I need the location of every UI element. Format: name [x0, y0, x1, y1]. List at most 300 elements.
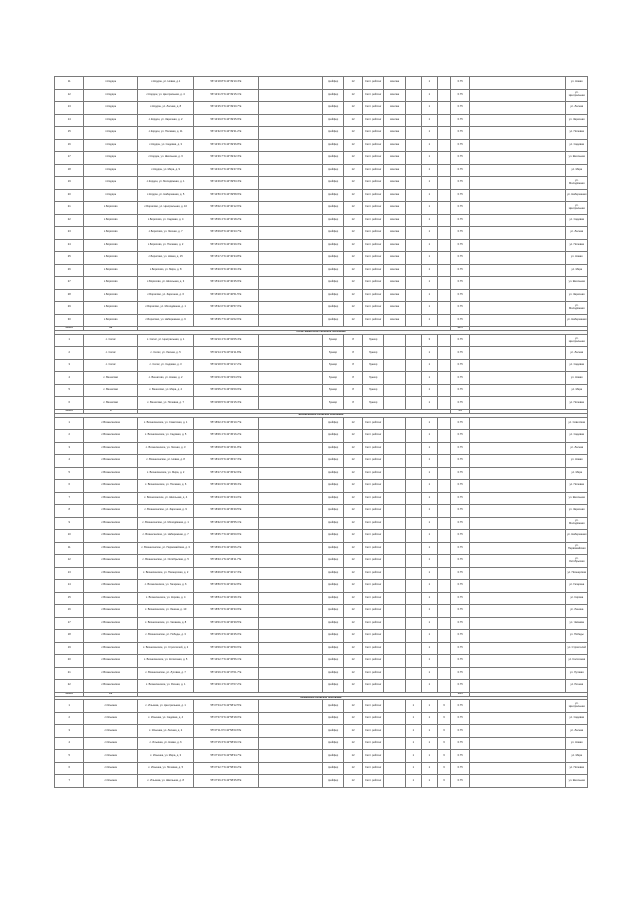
container-type-cell: грейфер [322, 750, 343, 763]
status-cell [384, 359, 405, 372]
count-a-cell [405, 114, 421, 127]
locality-cell: с.Вознесенское [84, 480, 138, 493]
value-cell: 0.75 [451, 455, 470, 468]
count-a-cell [405, 214, 421, 227]
locality-cell: с.Ильинка [84, 712, 138, 725]
count-a-cell [405, 89, 421, 102]
coordinates-cell: 56°15'13.5"N 44°40'29.3"E [194, 239, 258, 252]
value-cell: 0.75 [451, 277, 470, 290]
notes-cell [470, 617, 566, 630]
container-type-cell: грейфер [322, 227, 343, 240]
locality-cell: с. Вешатово [84, 384, 138, 397]
locality-cell: с.Вознесенское [84, 492, 138, 505]
row-number: 30 [55, 314, 84, 327]
row-number: 19 [55, 177, 84, 190]
coordinates-cell: 55°27'15.3"N 42°58'29.1"E [194, 737, 258, 750]
count-b-cell: 1 [421, 177, 437, 190]
count-a-cell [405, 227, 421, 240]
count-a-cell: 1 [405, 712, 421, 725]
count-c-cell [437, 530, 450, 543]
value-cell: 0.75 [451, 737, 470, 750]
coordinates-cell: 55°43'05.2"N 43°33'09.9"E [194, 384, 258, 397]
notes-cell [470, 189, 566, 202]
status-cell [384, 737, 405, 750]
blank-cell [258, 605, 322, 618]
count-a-cell [405, 189, 421, 202]
count-c-cell [437, 277, 450, 290]
blank-cell [258, 775, 322, 788]
address-cell: с.Кордон, ул. Мира, д. 9 [138, 164, 194, 177]
blank-cell [258, 397, 322, 410]
count-a-cell [405, 580, 421, 593]
street-cell: ул. Кирова [566, 592, 588, 605]
street-cell: ул. Заречная [566, 114, 588, 127]
coordinates-cell: 55°27'22.7"N 42°58'40.2"E [194, 762, 258, 775]
address-cell: с.Борисово, ул. Заречная, д. 6 [138, 289, 194, 302]
count-c-cell [437, 397, 450, 410]
status-cell [384, 334, 405, 347]
system-cell: Септ. рейтинг [362, 455, 383, 468]
status-cell [384, 762, 405, 775]
value-cell: 0.75 [451, 77, 470, 90]
volume-cell: 8 [344, 359, 363, 372]
count-c-cell [437, 202, 450, 215]
table-row [55, 505, 588, 518]
count-c-cell [437, 227, 450, 240]
status-cell: монтаж [384, 314, 405, 327]
count-c-cell: 6 [437, 725, 450, 738]
notes-cell [470, 725, 566, 738]
coordinates-cell: 56°14'32.6"N 44°39'31.2"E [194, 127, 258, 140]
count-b-cell: 1 [421, 480, 437, 493]
volume-cell: 12 [344, 277, 363, 290]
container-type-cell: грейфер [322, 430, 343, 443]
row-number: 5 [55, 384, 84, 397]
volume-cell: 12 [344, 775, 363, 788]
container-type-cell: грейфер [322, 189, 343, 202]
value-cell: 0.75 [451, 762, 470, 775]
row-number: 25 [55, 252, 84, 265]
row-number: 1 [55, 334, 84, 347]
system-cell: Септ. рейтинг [362, 442, 383, 455]
row-number: 13 [55, 567, 84, 580]
notes-cell [470, 680, 566, 693]
count-b-cell: 1 [421, 264, 437, 277]
blank-cell [258, 359, 322, 372]
system-cell: Септ. рейтинг [362, 700, 383, 713]
system-cell: бункер [362, 384, 383, 397]
street-cell: ул. Мира [566, 164, 588, 177]
locality-cell: п.Кордон [84, 77, 138, 90]
blank-cell [258, 542, 322, 555]
total-count: 6 [84, 409, 138, 413]
system-cell: Септ. рейтинг [362, 592, 383, 605]
notes-cell [470, 775, 566, 788]
count-c-cell [437, 667, 450, 680]
count-b-cell: 1 [421, 630, 437, 643]
status-cell: монтаж [384, 127, 405, 140]
volume-cell: 12 [344, 442, 363, 455]
value-cell: 0.75 [451, 725, 470, 738]
table-row [55, 177, 588, 190]
system-cell: Септ. рейтинг [362, 430, 383, 443]
street-cell: ул. Молодёжная [566, 177, 588, 190]
count-b-cell: 1 [421, 202, 437, 215]
row-number: 2 [55, 430, 84, 443]
street-cell: ул. Набережная [566, 530, 588, 543]
address-cell: с. Вознесенское, ул. Пионерская, д. 2 [138, 567, 194, 580]
notes-cell [470, 152, 566, 165]
value-cell: 0.75 [451, 214, 470, 227]
total-label: Итого [55, 692, 84, 696]
notes-cell [470, 252, 566, 265]
system-cell: Септ. рейтинг [362, 680, 383, 693]
notes-cell [470, 555, 566, 568]
container-type-cell: грейфер [322, 592, 343, 605]
container-type-cell: грейфер [322, 700, 343, 713]
system-cell: Септ. рейтинг [362, 139, 383, 152]
coordinates-cell: 55°18'06.1"N 42°45'16.2"E [194, 430, 258, 443]
coordinates-cell: 55°18'39.4"N 42°46'06.2"E [194, 542, 258, 555]
count-a-cell [405, 164, 421, 177]
coordinates-cell: 56°14'50.3"N 44°39'58.9"E [194, 189, 258, 202]
street-cell: ул. Садовая [566, 712, 588, 725]
locality-cell: с.Вознесенское [84, 655, 138, 668]
table-row [55, 605, 588, 618]
notes-cell [470, 227, 566, 240]
address-cell: с. Вознесенское, ул. Ленина, д. 10 [138, 605, 194, 618]
address-cell: с. Ильинка, ул. Школьная, д. 8 [138, 775, 194, 788]
system-cell: Септ. рейтинг [362, 89, 383, 102]
address-cell: с. Вознесенское, ул. Октябрьская, д. 5 [138, 555, 194, 568]
volume-cell: 8 [344, 384, 363, 397]
address-cell: с.Кордон, ул. Центральная, д. 4 [138, 89, 194, 102]
locality-cell: с.Вознесенское [84, 567, 138, 580]
value-cell: 0.75 [451, 530, 470, 543]
coordinates-cell: 56°15'24.6"N 44°40'45.9"E [194, 277, 258, 290]
blank-cell [258, 189, 322, 202]
container-type-cell: грейфер [322, 605, 343, 618]
blank-cell [258, 164, 322, 177]
volume-cell: 12 [344, 127, 363, 140]
street-cell: ул. Колхозная [566, 655, 588, 668]
container-type-cell: грейфер [322, 89, 343, 102]
container-type-cell: бункер [322, 384, 343, 397]
coordinates-cell: 56°15'28.3"N 44°40'51.5"E [194, 289, 258, 302]
value-cell: 0.75 [451, 114, 470, 127]
container-type-cell: грейфер [322, 127, 343, 140]
locality-cell: с.Борисово [84, 314, 138, 327]
count-a-cell [405, 139, 421, 152]
blank-cell [258, 530, 322, 543]
count-a-cell [405, 289, 421, 302]
count-c-cell [437, 214, 450, 227]
blank-cell [258, 555, 322, 568]
status-cell [384, 630, 405, 643]
coordinates-cell: 55°19'09.0"N 42°46'50.6"E [194, 642, 258, 655]
street-cell: ул. Молодёжная [566, 302, 588, 315]
locality-cell: с.Ильинка [84, 750, 138, 763]
count-b-cell: 1 [421, 89, 437, 102]
status-cell: монтаж [384, 114, 405, 127]
coordinates-cell: 55°27'11.6"N 42°58'23.6"E [194, 725, 258, 738]
locality-cell: п.Кордон [84, 114, 138, 127]
container-type-cell: грейфер [322, 264, 343, 277]
count-a-cell [405, 555, 421, 568]
count-c-cell [437, 384, 450, 397]
value-cell: 0.75 [451, 189, 470, 202]
status-cell: монтаж [384, 252, 405, 265]
status-cell: монтаж [384, 189, 405, 202]
coordinates-cell: 55°18'46.8"N 42°46'17.3"E [194, 567, 258, 580]
count-a-cell [405, 592, 421, 605]
registry-table-body [55, 77, 588, 788]
count-b-cell: 1 [421, 592, 437, 605]
street-cell: ул. Садовая [566, 139, 588, 152]
system-cell: Септ. рейтинг [362, 252, 383, 265]
street-cell: ул. Новая [566, 252, 588, 265]
volume-cell: 8 [344, 397, 363, 410]
system-cell: Септ. рейтинг [362, 530, 383, 543]
container-type-cell: грейфер [322, 542, 343, 555]
volume-cell: 12 [344, 302, 363, 315]
count-b-cell: 1 [421, 567, 437, 580]
address-cell: с. Вознесенское, ул. Набережная, д. 7 [138, 530, 194, 543]
blank-cell [258, 347, 322, 360]
address-cell: с. Ильинка, ул. Центральная, д. 1 [138, 700, 194, 713]
value-cell: 0.75 [451, 700, 470, 713]
blank-cell [258, 680, 322, 693]
status-cell [384, 442, 405, 455]
locality-cell: с. Сатис [84, 347, 138, 360]
total-label: Итого [55, 327, 84, 331]
table-row [55, 555, 588, 568]
notes-cell [470, 177, 566, 190]
coordinates-cell: 56°15'06.1"N 44°40'18.2"E [194, 214, 258, 227]
count-b-cell: 1 [421, 252, 437, 265]
count-b-cell: 1 [421, 680, 437, 693]
status-cell [384, 397, 405, 410]
status-cell: монтаж [384, 277, 405, 290]
status-cell: монтаж [384, 164, 405, 177]
row-number: 18 [55, 164, 84, 177]
table-row [55, 617, 588, 630]
count-c-cell [437, 314, 450, 327]
row-number: 6 [55, 480, 84, 493]
section-title: Вознесенское сельское поселение [55, 413, 588, 417]
address-cell: с. Вознесенское, ул. Гагарина, д. 6 [138, 580, 194, 593]
table-row [55, 102, 588, 115]
status-cell: монтаж [384, 239, 405, 252]
street-cell: ул. Заречная [566, 505, 588, 518]
system-cell: Септ. рейтинг [362, 277, 383, 290]
notes-cell [470, 214, 566, 227]
system-cell: Септ. рейтинг [362, 127, 383, 140]
notes-cell [470, 102, 566, 115]
coordinates-cell: 56°15'32.0"N 44°40'57.0"E [194, 302, 258, 315]
coordinates-cell: 55°27'19.0"N 42°58'34.7"E [194, 750, 258, 763]
volume-cell: 12 [344, 680, 363, 693]
count-c-cell: 6 [437, 775, 450, 788]
notes-cell [470, 655, 566, 668]
row-number: 3 [55, 725, 84, 738]
system-cell: Септ. рейтинг [362, 467, 383, 480]
street-cell: ул. Мира [566, 264, 588, 277]
locality-cell: с.Вознесенское [84, 505, 138, 518]
blank-cell [258, 177, 322, 190]
count-a-cell [405, 372, 421, 385]
system-cell: Септ. рейтинг [362, 505, 383, 518]
blank-cell [258, 89, 322, 102]
table-row [55, 580, 588, 593]
locality-cell: п.Кордон [84, 89, 138, 102]
system-cell: Септ. рейтинг [362, 617, 383, 630]
row-number: 1 [55, 700, 84, 713]
locality-cell: с.Борисово [84, 289, 138, 302]
volume-cell: 12 [344, 314, 363, 327]
blank-cell [258, 289, 322, 302]
section-title: Ильинское сельское поселение [55, 696, 588, 700]
volume-cell: 12 [344, 517, 363, 530]
table-row [55, 492, 588, 505]
row-number: 19 [55, 642, 84, 655]
count-b-cell: 1 [421, 384, 437, 397]
value-cell: 0.75 [451, 239, 470, 252]
container-type-cell: грейфер [322, 417, 343, 430]
system-cell: Септ. рейтинг [362, 289, 383, 302]
coordinates-cell: 56°14'39.7"N 44°39'42.3"E [194, 152, 258, 165]
count-b-cell: 1 [421, 655, 437, 668]
table-row [55, 655, 588, 668]
system-cell: Септ. рейтинг [362, 762, 383, 775]
street-cell: ул. Заречная [566, 289, 588, 302]
notes-cell [470, 605, 566, 618]
container-type-cell: бункер [322, 372, 343, 385]
status-cell: монтаж [384, 139, 405, 152]
notes-cell [470, 334, 566, 347]
count-c-cell: 6 [437, 762, 450, 775]
count-b-cell: 1 [421, 642, 437, 655]
notes-cell [470, 712, 566, 725]
system-cell: бункер [362, 372, 383, 385]
street-cell: ул. Первомайская [566, 542, 588, 555]
notes-cell [470, 372, 566, 385]
value-cell: 0.75 [451, 467, 470, 480]
container-type-cell: грейфер [322, 480, 343, 493]
blank-cell [258, 655, 322, 668]
coordinates-cell: 55°18'35.7"N 42°46'00.6"E [194, 530, 258, 543]
count-a-cell [405, 334, 421, 347]
street-cell: ул. Новая [566, 455, 588, 468]
coordinates-cell: 55°18'09.8"N 42°45'21.8"E [194, 442, 258, 455]
system-cell: бункер [362, 359, 383, 372]
street-cell: ул. Лесная [566, 347, 588, 360]
address-cell: с.Кордон, ул. Заречная, д. 2 [138, 114, 194, 127]
count-c-cell [437, 580, 450, 593]
blank-cell [258, 567, 322, 580]
row-number: 10 [55, 530, 84, 543]
notes-cell [470, 467, 566, 480]
count-a-cell [405, 239, 421, 252]
volume-cell: 12 [344, 480, 363, 493]
system-cell: Септ. рейтинг [362, 775, 383, 788]
row-number: 17 [55, 617, 84, 630]
count-a-cell [405, 302, 421, 315]
address-cell: с. Ильинка, ул. Лесная, д. 2 [138, 725, 194, 738]
table-row [55, 712, 588, 725]
status-cell [384, 384, 405, 397]
value-cell: 0.75 [451, 127, 470, 140]
count-b-cell: 1 [421, 127, 437, 140]
street-cell: ул. Новая [566, 737, 588, 750]
address-cell: с. Вешатово, ул. Мира, д. 4 [138, 384, 194, 397]
volume-cell: 12 [344, 467, 363, 480]
status-cell [384, 467, 405, 480]
count-c-cell [437, 114, 450, 127]
locality-cell: с.Борисово [84, 302, 138, 315]
container-type-cell: бункер [322, 347, 343, 360]
blank-cell [258, 442, 322, 455]
count-c-cell [437, 655, 450, 668]
coordinates-cell: 56°14'36.1"N 44°39'36.8"E [194, 139, 258, 152]
address-cell: с. Вознесенское, ул. Победы, д. 3 [138, 630, 194, 643]
address-cell: с.Кордон, ул. Новая, д.1 [138, 77, 194, 90]
system-cell: Септ. рейтинг [362, 417, 383, 430]
value-cell: 0.75 [451, 630, 470, 643]
street-cell: ул. Полевая [566, 762, 588, 775]
count-b-cell: 1 [421, 492, 437, 505]
notes-cell [470, 89, 566, 102]
count-a-cell [405, 202, 421, 215]
table-row [55, 667, 588, 680]
volume-cell: 8 [344, 347, 363, 360]
coordinates-cell: 55°42'14.3"N 43°32'11.8"E [194, 347, 258, 360]
count-c-cell [437, 359, 450, 372]
volume-cell: 12 [344, 89, 363, 102]
table-row [55, 227, 588, 240]
volume-cell: 12 [344, 417, 363, 430]
volume-cell: 12 [344, 114, 363, 127]
container-type-cell: грейфер [322, 642, 343, 655]
blank-cell [258, 314, 322, 327]
count-b-cell: 1 [421, 102, 437, 115]
address-cell: с. Вознесенское, ул. Полевая, д. 6 [138, 480, 194, 493]
count-a-cell [405, 430, 421, 443]
row-number: 28 [55, 289, 84, 302]
locality-cell: с.Вознесенское [84, 667, 138, 680]
container-type-cell: грейфер [322, 177, 343, 190]
system-cell: Септ. рейтинг [362, 480, 383, 493]
locality-cell: с.Борисово [84, 264, 138, 277]
street-cell: ул. Ленина [566, 605, 588, 618]
locality-cell: с. Сатис [84, 334, 138, 347]
container-type-cell: грейфер [322, 277, 343, 290]
count-b-cell: 1 [421, 617, 437, 630]
value-cell: 0.75 [451, 775, 470, 788]
count-a-cell [405, 667, 421, 680]
row-number: 22 [55, 214, 84, 227]
table-row [55, 467, 588, 480]
table-row [55, 289, 588, 302]
count-b-cell: 1 [421, 227, 437, 240]
coordinates-cell: 55°18'13.5"N 42°45'27.3"E [194, 455, 258, 468]
count-c-cell [437, 89, 450, 102]
locality-cell: с.Вознесенское [84, 430, 138, 443]
coordinates-cell: 56°15'02.4"N 44°40'12.6"E [194, 202, 258, 215]
count-b-cell: 1 [421, 239, 437, 252]
street-cell: ул. Мира [566, 384, 588, 397]
notes-cell [470, 667, 566, 680]
